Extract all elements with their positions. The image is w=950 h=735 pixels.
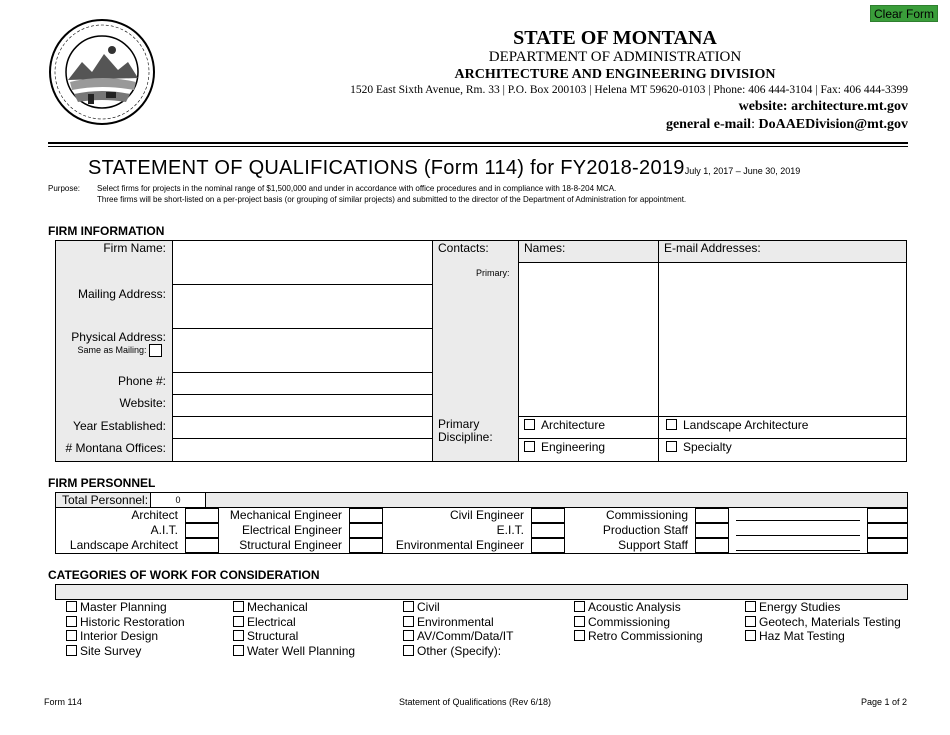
checkbox-icon[interactable] xyxy=(66,645,77,656)
personnel-custom-input-2[interactable] xyxy=(867,523,908,538)
discipline-landscape-architecture[interactable] xyxy=(666,418,808,432)
montana-seal-icon xyxy=(48,18,156,126)
phone-input[interactable] xyxy=(172,372,433,395)
year-established-label: Year Established: xyxy=(73,419,166,433)
personnel-custom-name-1[interactable] xyxy=(736,520,860,521)
website-input[interactable] xyxy=(172,394,433,417)
personnel-production-label: Production Staff xyxy=(602,523,688,537)
personnel-landscape-input[interactable] xyxy=(185,538,219,553)
personnel-custom-input-3[interactable] xyxy=(867,538,908,553)
emails-label: E-mail Addresses: xyxy=(664,241,761,255)
footer-center: Statement of Qualifications (Rev 6/18) xyxy=(398,697,552,707)
firm-info-heading: FIRM INFORMATION xyxy=(48,224,165,238)
discipline-label: Specialty xyxy=(683,440,732,454)
categories-bar xyxy=(55,584,908,600)
firm-name-input[interactable] xyxy=(172,240,433,285)
same-as-mailing-row xyxy=(56,344,162,357)
category-label: Site Survey xyxy=(80,644,142,658)
checkbox-icon[interactable] xyxy=(524,441,535,452)
clear-form-button[interactable]: Clear Form xyxy=(870,5,938,22)
personnel-architect-label: Architect xyxy=(131,508,178,522)
category-label: Master Planning xyxy=(80,600,167,614)
header-divider xyxy=(48,142,908,144)
personnel-ait-input[interactable] xyxy=(185,523,219,538)
form-title-period: July 1, 2017 – June 30, 2019 xyxy=(684,166,801,176)
category-label: Haz Mat Testing xyxy=(759,629,845,643)
checkbox-icon[interactable] xyxy=(66,616,77,627)
checkbox-icon[interactable] xyxy=(233,630,244,641)
discipline-engineering[interactable] xyxy=(524,440,605,454)
checkbox-icon[interactable] xyxy=(403,601,414,612)
purpose-line-2: Three firms will be short-listed on a per-project basis (or grouping of similar projects) and submitted to the director of the Department of Administration for appointment. xyxy=(97,195,687,204)
checkbox-icon[interactable] xyxy=(745,630,756,641)
website-label: website: xyxy=(738,99,792,114)
discipline-architecture[interactable] xyxy=(524,418,605,432)
category-mechanical[interactable] xyxy=(233,600,308,614)
website-link[interactable]: architecture.mt.gov xyxy=(791,99,908,114)
category-master-planning[interactable] xyxy=(66,600,167,614)
personnel-commissioning-input[interactable] xyxy=(695,508,729,523)
form-title-main: STATEMENT OF QUALIFICATIONS (Form 114) for FY2018-2019 xyxy=(88,157,685,179)
email-label: general e-mail xyxy=(665,117,752,132)
personnel-structural-input[interactable] xyxy=(349,538,383,553)
category-acoustic[interactable] xyxy=(574,600,681,614)
personnel-ait-label: A.I.T. xyxy=(150,523,178,537)
checkbox-icon[interactable] xyxy=(66,630,77,641)
personnel-eit-label: E.I.T. xyxy=(496,523,524,537)
category-label: Retro Commissioning xyxy=(588,629,703,643)
personnel-support-input[interactable] xyxy=(695,538,729,553)
category-label: Other (Specify): xyxy=(417,644,502,658)
personnel-environmental-label: Environmental Engineer xyxy=(395,538,524,552)
checkbox-icon[interactable] xyxy=(745,616,756,627)
email-sep: : xyxy=(751,117,759,132)
email-line xyxy=(500,117,908,133)
category-environmental[interactable] xyxy=(403,615,494,629)
personnel-custom-input-1[interactable] xyxy=(867,508,908,523)
purpose-line-1: Select firms for projects in the nominal range of $1,500,000 and under in accordance with office procedures and in compliance with 18-8-204 MCA. xyxy=(97,184,617,193)
form-title xyxy=(88,157,800,180)
phone-label: Phone #: xyxy=(117,374,166,388)
category-retro-commissioning[interactable] xyxy=(574,629,703,643)
checkbox-icon[interactable] xyxy=(403,630,414,641)
category-civil[interactable] xyxy=(403,600,440,614)
discipline-label: Architecture xyxy=(541,418,606,432)
same-as-mailing-checkbox[interactable] xyxy=(149,344,162,357)
category-label: AV/Comm/Data/IT xyxy=(417,629,514,643)
personnel-custom-name-3[interactable] xyxy=(736,550,860,551)
discipline-label: Landscape Architecture xyxy=(683,418,809,432)
category-label: Interior Design xyxy=(80,629,159,643)
category-historic-restoration[interactable] xyxy=(66,615,185,629)
personnel-civil-input[interactable] xyxy=(531,508,565,523)
department-title: DEPARTMENT OF ADMINISTRATION xyxy=(488,49,742,65)
personnel-production-input[interactable] xyxy=(695,523,729,538)
category-label: Environmental xyxy=(417,615,494,629)
personnel-support-label: Support Staff xyxy=(618,538,688,552)
category-label: Geotech, Materials Testing xyxy=(759,615,901,629)
checkbox-icon[interactable] xyxy=(524,419,535,430)
category-geotech[interactable] xyxy=(745,615,901,629)
contact-emails-input[interactable] xyxy=(658,262,907,417)
category-label: Commissioning xyxy=(588,615,671,629)
state-title: STATE OF MONTANA xyxy=(513,27,717,49)
category-av-comm[interactable] xyxy=(403,629,513,643)
category-site-survey[interactable] xyxy=(66,644,141,658)
category-label: Historic Restoration xyxy=(80,615,185,629)
checkbox-icon[interactable] xyxy=(233,616,244,627)
category-haz-mat[interactable] xyxy=(745,629,845,643)
category-electrical[interactable] xyxy=(233,615,296,629)
division-title: ARCHITECTURE AND ENGINEERING DIVISION xyxy=(454,67,776,82)
checkbox-icon[interactable] xyxy=(403,645,414,656)
firm-name-label: Firm Name: xyxy=(103,241,166,255)
mailing-address-label: Mailing Address: xyxy=(77,287,166,301)
category-interior-design[interactable] xyxy=(66,629,158,643)
same-as-mailing-label: Same as Mailing: xyxy=(77,344,147,355)
category-label: Civil xyxy=(417,600,440,614)
mt-offices-label: # Montana Offices: xyxy=(65,441,166,455)
categories-heading: CATEGORIES OF WORK FOR CONSIDERATION xyxy=(48,568,320,582)
category-label: Electrical xyxy=(247,615,296,629)
mailing-address-input[interactable] xyxy=(172,284,433,329)
physical-address-label: Physical Address: xyxy=(71,330,166,344)
personnel-landscape-label: Landscape Architect xyxy=(69,538,178,552)
category-energy-studies[interactable] xyxy=(745,600,840,614)
header-divider-thin xyxy=(48,146,908,147)
email-link[interactable]: DoAAEDivision@mt.gov xyxy=(758,117,908,132)
names-label: Names: xyxy=(524,241,566,255)
personnel-electrical-input[interactable] xyxy=(349,523,383,538)
personnel-mechanical-label: Mechanical Engineer xyxy=(229,508,342,522)
total-personnel-label: Total Personnel: xyxy=(62,493,149,507)
footer-form: Form 114 xyxy=(44,697,82,707)
category-structural[interactable] xyxy=(233,629,298,643)
personnel-eit-input[interactable] xyxy=(531,523,565,538)
personnel-civil-label: Civil Engineer xyxy=(449,508,524,522)
category-label: Acoustic Analysis xyxy=(588,600,681,614)
personnel-heading: FIRM PERSONNEL xyxy=(48,476,156,490)
category-label: Water Well Planning xyxy=(247,644,356,658)
personnel-mechanical-input[interactable] xyxy=(349,508,383,523)
personnel-commissioning-label: Commissioning xyxy=(605,508,688,522)
contact-names-input[interactable] xyxy=(518,262,659,417)
checkbox-icon[interactable] xyxy=(233,645,244,656)
personnel-structural-label: Structural Engineer xyxy=(239,538,342,552)
checkbox-icon[interactable] xyxy=(66,601,77,612)
checkbox-icon[interactable] xyxy=(745,601,756,612)
checkbox-icon[interactable] xyxy=(574,616,585,627)
personnel-electrical-label: Electrical Engineer xyxy=(241,523,342,537)
category-commissioning[interactable] xyxy=(574,615,670,629)
personnel-custom-name-2[interactable] xyxy=(736,535,860,536)
category-label: Structural xyxy=(247,629,299,643)
total-personnel-value[interactable]: 0 xyxy=(150,492,206,508)
checkbox-icon[interactable] xyxy=(666,441,677,452)
category-label: Energy Studies xyxy=(759,600,841,614)
checkbox-icon[interactable] xyxy=(403,616,414,627)
category-water-well[interactable] xyxy=(233,644,355,658)
website-field-label: Website: xyxy=(119,396,166,410)
discipline-specialty[interactable] xyxy=(666,440,732,454)
checkbox-icon[interactable] xyxy=(574,601,585,612)
website-line xyxy=(500,99,908,115)
purpose-label: Purpose: xyxy=(48,184,81,193)
contacts-label: Contacts: xyxy=(438,241,489,255)
primary-label: Primary: xyxy=(476,268,510,278)
primary-discipline-label: Primary Discipline: xyxy=(438,417,493,444)
discipline-label: Engineering xyxy=(541,440,606,454)
checkbox-icon[interactable] xyxy=(233,601,244,612)
footer-page: Page 1 of 2 xyxy=(860,697,907,707)
checkbox-icon[interactable] xyxy=(574,630,585,641)
personnel-architect-input[interactable] xyxy=(185,508,219,523)
physical-address-input[interactable] xyxy=(172,328,433,373)
personnel-environmental-input[interactable] xyxy=(531,538,565,553)
address-line: 1520 East Sixth Avenue, Rm. 33 | P.O. Box 200103 | Helena MT 59620-0103 | Phone: 406 444-3104 | Fax: 406 444-3399 xyxy=(350,84,908,96)
checkbox-icon[interactable] xyxy=(666,419,677,430)
category-other[interactable] xyxy=(403,644,501,658)
category-label: Mechanical xyxy=(247,600,308,614)
year-established-input[interactable] xyxy=(172,416,433,439)
mt-offices-input[interactable] xyxy=(172,438,433,462)
